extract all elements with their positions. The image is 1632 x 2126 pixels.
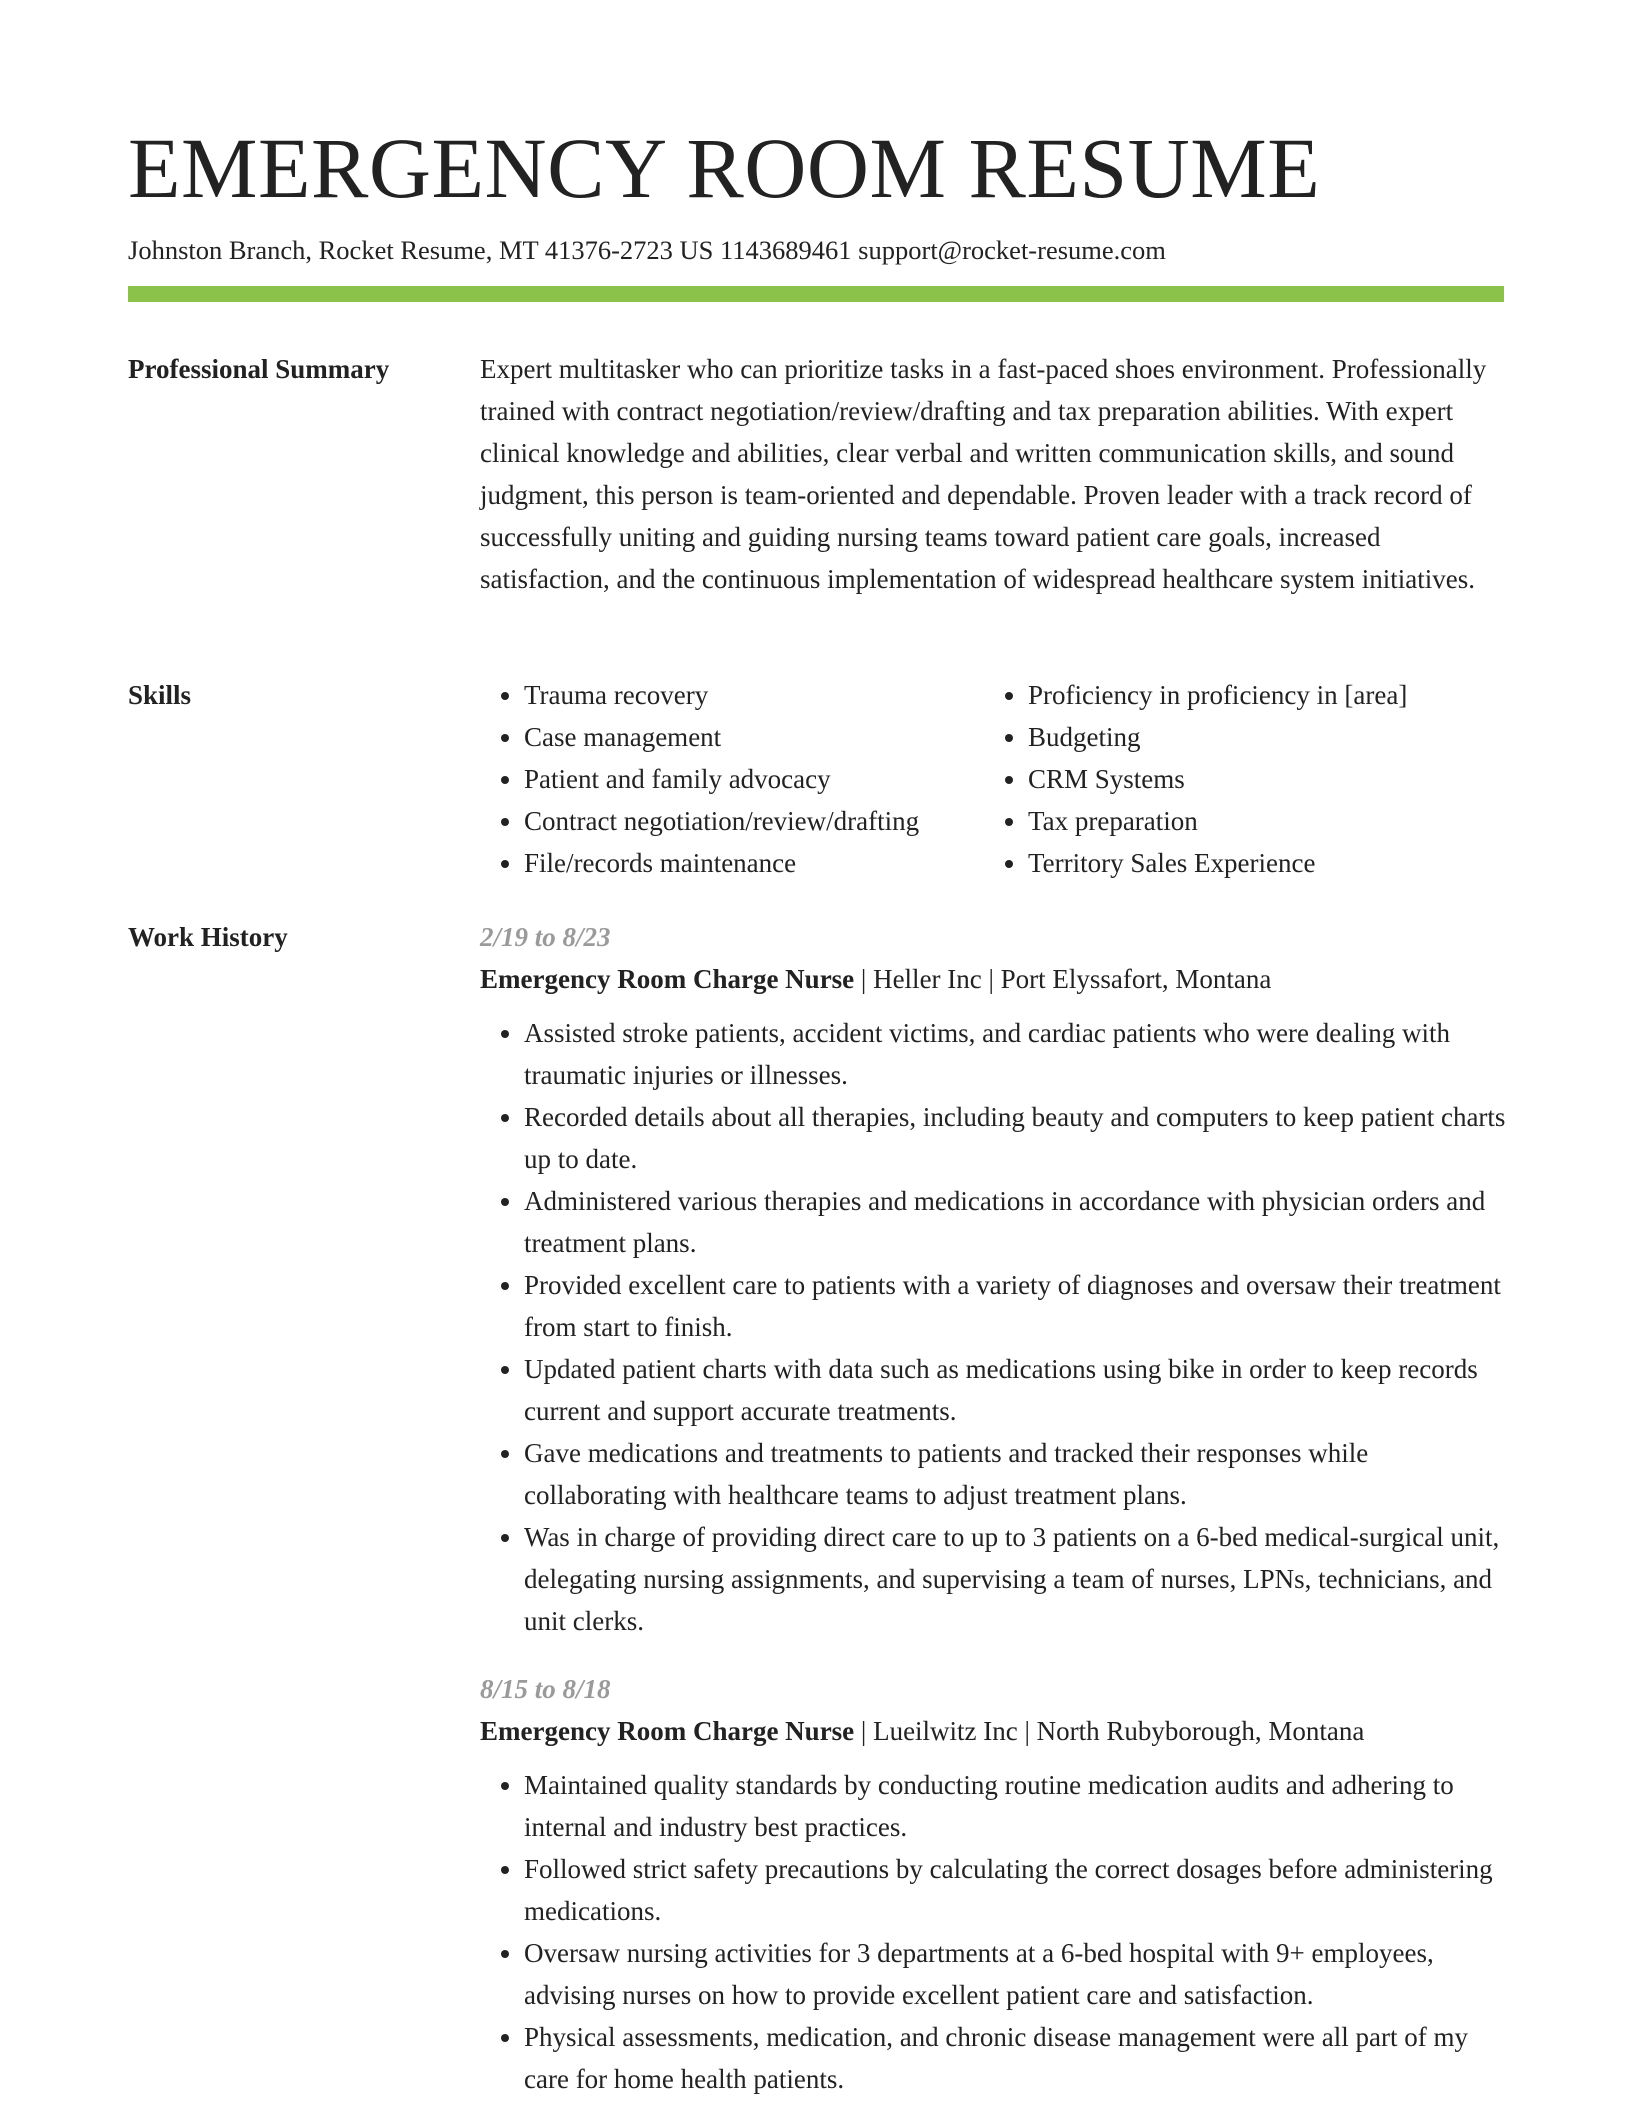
job-bullet: • Was in charge of providing direct care to up to 3 patients on a 6-bed medical-surgical unit, delegating nursing assignments, and supervising a team of nurses, LPNs, technicians, and unit clerks. xyxy=(524,1516,1510,1642)
skill-item: • Patient and family advocacy xyxy=(524,758,984,800)
job-bullet: • Updated patient charts with data such as medications using bike in order to keep records current and support accurate treatments. xyxy=(524,1348,1510,1432)
job-employer-location: | Lueilwitz Inc | North Rubyborough, Montana xyxy=(854,1716,1365,1746)
skill-item: • Budgeting xyxy=(1028,716,1407,758)
skills-label: Skills xyxy=(128,680,192,710)
skill-item: • File/records maintenance xyxy=(524,842,984,884)
job-bullet: • Oversaw nursing activities for 3 departments at a 6-bed hospital with 9+ employees, advising nurses on how to provide excellent patient care and satisfaction. xyxy=(524,1932,1510,2016)
summary-label: Professional Summary xyxy=(128,354,390,384)
work-label: Work History xyxy=(128,922,288,952)
skills-content xyxy=(480,674,1510,884)
resume-title: EMERGENCY ROOM RESUME xyxy=(128,120,1321,216)
job-dates: 8/15 to 8/18 xyxy=(480,1674,611,1704)
summary-content xyxy=(480,348,1510,600)
work-content xyxy=(480,916,1510,2126)
job-heading xyxy=(480,958,1510,1000)
summary-text: Expert multitasker who can prioritize tasks in a fast-paced shoes environment. Professionally trained with contract negotiation/review/drafting and tax preparation abilities. With expert clinical knowledge and abilities, clear verbal and written communication skills, and sound judgment, this person is team-oriented and dependable. Proven leader with a track record of successfully uniting and guiding nursing teams toward patient care goals, increased satisfaction, and the continuous implementation of widespread healthcare system initiatives. xyxy=(480,354,1487,594)
job-bullet: • Physical assessments, medication, and chronic disease management were all part of my care for home health patients. xyxy=(524,2016,1510,2100)
job-bullet: • Recorded details about all therapies, including beauty and computers to keep patient charts up to date. xyxy=(524,1096,1510,1180)
job-bullet: • Maintained quality standards by conducting routine medication audits and adhering to internal and industry best practices. xyxy=(524,1764,1510,1848)
job-employer-location: | Heller Inc | Port Elyssafort, Montana xyxy=(854,964,1272,994)
skill-item: • Trauma recovery xyxy=(524,674,984,716)
job-title: Emergency Room Charge Nurse xyxy=(480,964,855,994)
job-bullets xyxy=(480,1764,1510,2100)
skill-item: • CRM Systems xyxy=(1028,758,1407,800)
skill-item: • Case management xyxy=(524,716,984,758)
skill-item: • Contract negotiation/review/drafting xyxy=(524,800,984,842)
header-divider xyxy=(128,286,1504,302)
skill-item: • Tax preparation xyxy=(1028,800,1407,842)
job-entry xyxy=(480,1668,1510,2100)
skill-item: • Proficiency in proficiency in [area] xyxy=(1028,674,1407,716)
job-bullet: • Assisted stroke patients, accident victims, and cardiac patients who were dealing with traumatic injuries or illnesses. xyxy=(524,1012,1510,1096)
job-title: Emergency Room Charge Nurse xyxy=(480,1716,855,1746)
job-bullet: • Followed strict safety precautions by calculating the correct dosages before administering medications. xyxy=(524,1848,1510,1932)
job-bullets xyxy=(480,1012,1510,1642)
job-bullet: • Gave medications and treatments to patients and tracked their responses while collaborating with healthcare teams to adjust treatment plans. xyxy=(524,1432,1510,1516)
job-heading xyxy=(480,1710,1510,1752)
skill-item: • Territory Sales Experience xyxy=(1028,842,1407,884)
job-dates: 2/19 to 8/23 xyxy=(480,922,611,952)
job-bullet: • Provided excellent care to patients with a variety of diagnoses and oversaw their treatment from start to finish. xyxy=(524,1264,1510,1348)
skills-column-1 xyxy=(480,674,984,884)
skills-column-2 xyxy=(984,674,1407,884)
job-bullet: • Administered various therapies and medications in accordance with physician orders and treatment plans. xyxy=(524,1180,1510,1264)
job-entry xyxy=(480,916,1510,1642)
contact-info: Johnston Branch, Rocket Resume, MT 41376-2723 US 1143689461 support@rocket-resume.com xyxy=(128,235,1166,265)
